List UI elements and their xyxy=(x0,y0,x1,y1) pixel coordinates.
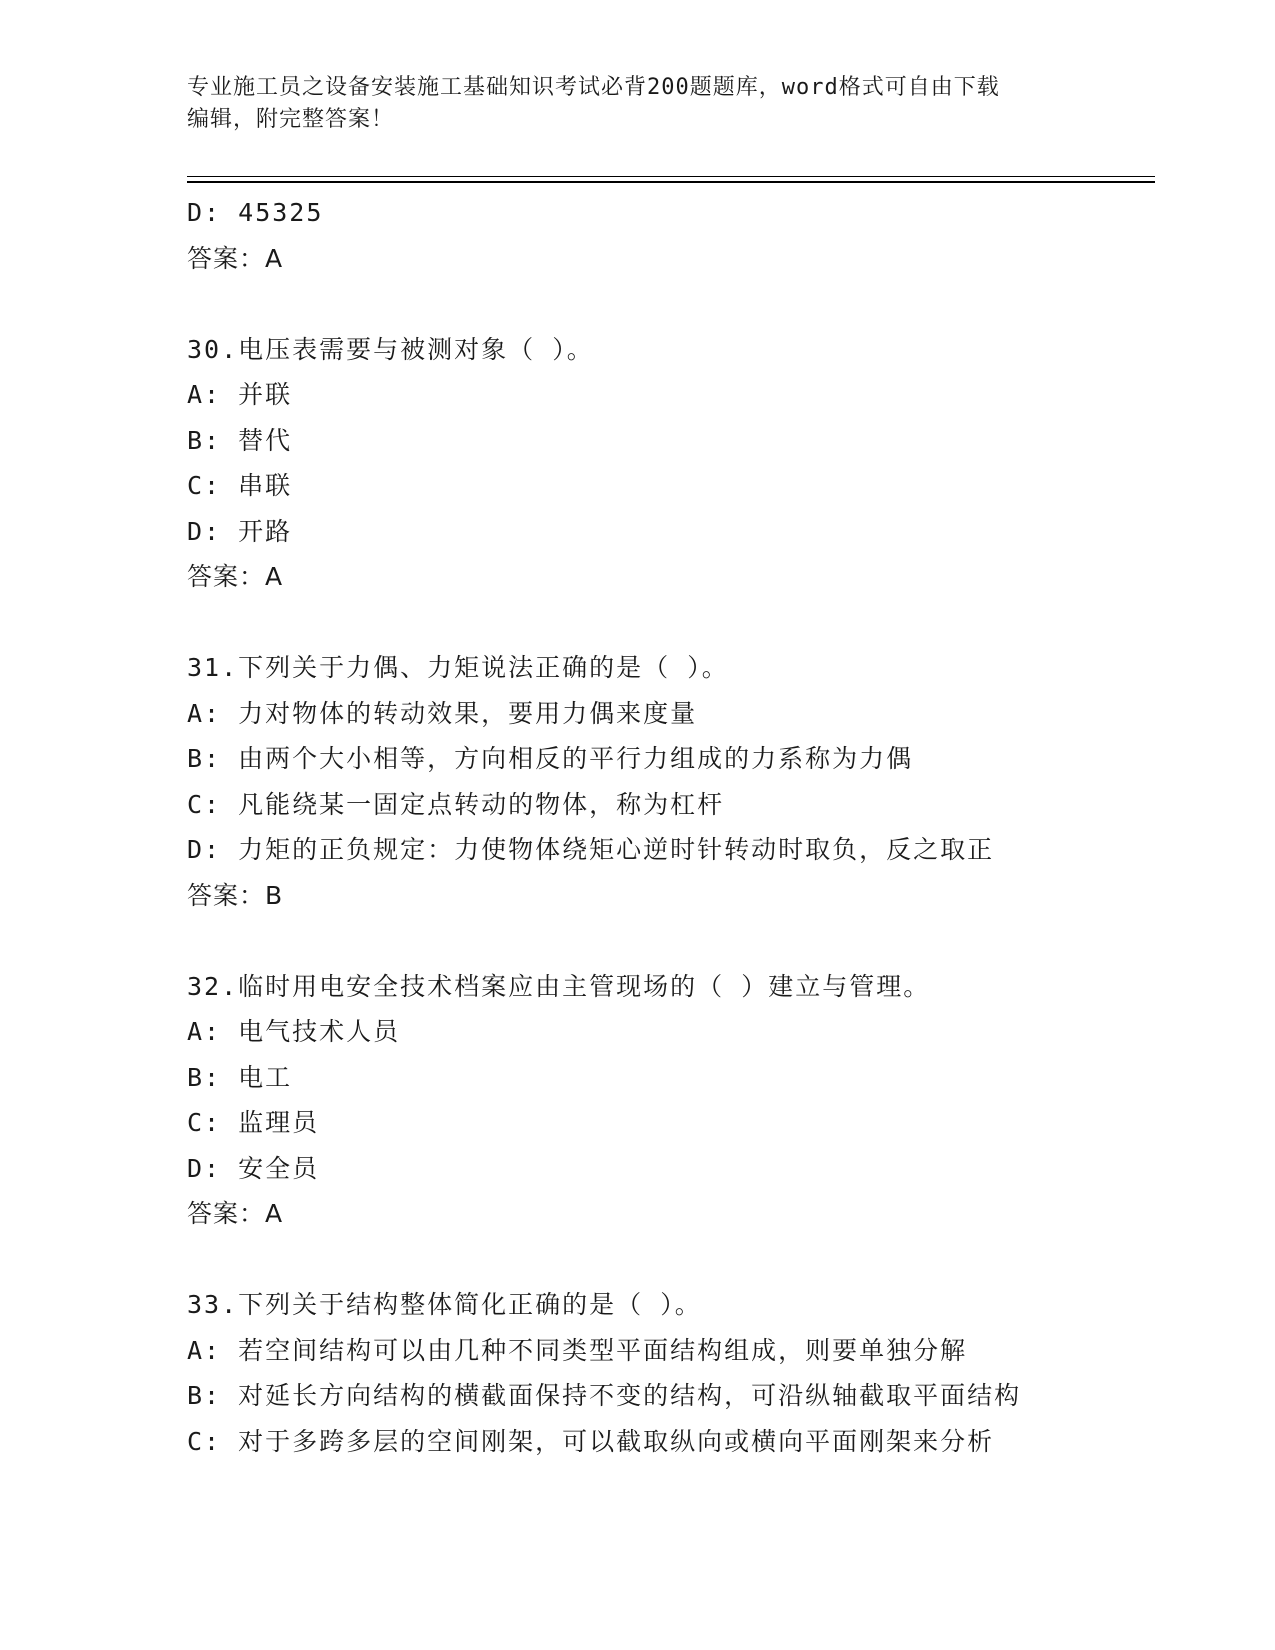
option-b: B: 由两个大小相等，方向相反的平行力组成的力系称为力偶 xyxy=(187,744,914,773)
spacer xyxy=(187,918,1155,964)
question-31 xyxy=(187,645,1155,918)
question-30 xyxy=(187,327,1155,600)
header-line-1: 专业施工员之设备安装施工基础知识考试必背200题题库，word格式可自由下载 xyxy=(187,75,1000,100)
previous-question-tail xyxy=(187,190,1155,281)
option-d: D: 开路 xyxy=(187,516,293,546)
option-a: A: 若空间结构可以由几种不同类型平面结构组成，则要单独分解 xyxy=(187,1335,968,1365)
spacer xyxy=(187,1237,1155,1283)
option-b: B: 替代 xyxy=(187,425,293,455)
question-stem: 32.临时用电安全技术档案应由主管现场的（ ）建立与管理。 xyxy=(187,971,931,1001)
question-stem: 33.下列关于结构整体简化正确的是（ ）。 xyxy=(187,1290,702,1319)
option-c: C: 串联 xyxy=(187,471,293,500)
question-list xyxy=(187,190,1155,1464)
header-line-2: 编辑，附完整答案！ xyxy=(187,107,395,132)
option-c: C: 对于多跨多层的空间刚架，可以截取纵向或横向平面刚架来分析 xyxy=(187,1426,995,1456)
spacer xyxy=(187,600,1155,646)
option-a: A: 并联 xyxy=(187,380,293,409)
spacer xyxy=(187,281,1155,327)
option-a: A: 力对物体的转动效果，要用力偶来度量 xyxy=(187,698,698,728)
answer-line: 答案：A xyxy=(187,243,284,273)
header-divider-thick xyxy=(187,181,1155,183)
document-header xyxy=(187,72,1087,136)
question-33 xyxy=(187,1282,1155,1464)
header-divider-thin xyxy=(187,176,1155,177)
question-stem: 31.下列关于力偶、力矩说法正确的是（ ）。 xyxy=(187,653,729,682)
question-32 xyxy=(187,964,1155,1237)
answer-line: 答案：B xyxy=(187,880,284,910)
option-b: B: 对延长方向结构的横截面保持不变的结构，可沿纵轴截取平面结构 xyxy=(187,1381,1022,1410)
answer-line: 答案：A xyxy=(187,1199,284,1228)
option-b: B: 电工 xyxy=(187,1062,293,1092)
option-d: D: 力矩的正负规定：力使物体绕矩心逆时针转动时取负，反之取正 xyxy=(187,835,995,864)
option-c: C: 凡能绕某一固定点转动的物体，称为杠杆 xyxy=(187,789,725,819)
option-c: C: 监理员 xyxy=(187,1108,320,1137)
option-d: D: 45325 xyxy=(187,198,324,227)
answer-line: 答案：A xyxy=(187,562,284,591)
question-stem: 30.电压表需要与被测对象（ ）。 xyxy=(187,334,594,364)
option-d: D: 安全员 xyxy=(187,1153,320,1183)
option-a: A: 电气技术人员 xyxy=(187,1017,401,1046)
